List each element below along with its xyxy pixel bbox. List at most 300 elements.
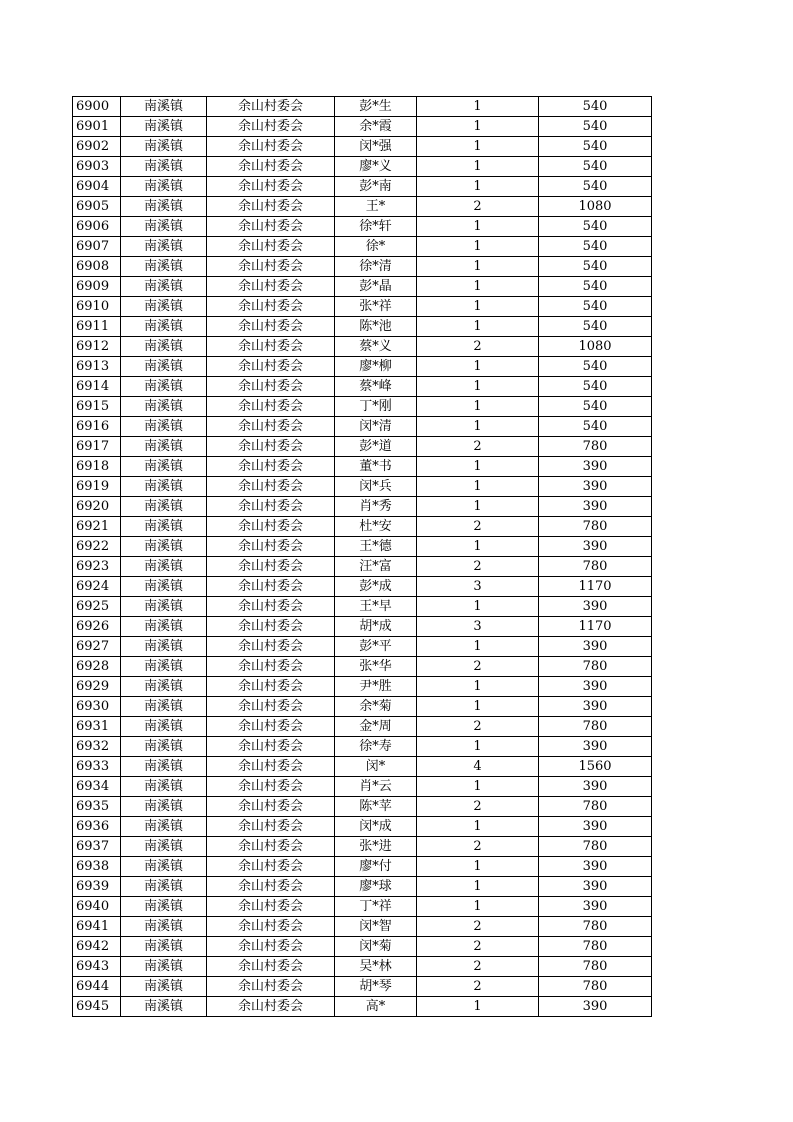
amount-cell: 780 bbox=[539, 837, 652, 857]
amount-cell: 540 bbox=[539, 377, 652, 397]
town-cell: 南溪镇 bbox=[121, 697, 207, 717]
row-number-cell: 6939 bbox=[73, 877, 121, 897]
table-row bbox=[73, 857, 652, 877]
town-cell: 南溪镇 bbox=[121, 737, 207, 757]
person-name-cell: 金*周 bbox=[335, 717, 417, 737]
row-number-cell: 6924 bbox=[73, 577, 121, 597]
village-committee-cell: 余山村委会 bbox=[207, 937, 335, 957]
town-cell: 南溪镇 bbox=[121, 397, 207, 417]
person-name-cell: 闵*智 bbox=[335, 917, 417, 937]
person-name-cell: 闵*兵 bbox=[335, 477, 417, 497]
table-row bbox=[73, 737, 652, 757]
household-count-cell: 2 bbox=[417, 837, 539, 857]
household-count-cell: 2 bbox=[417, 797, 539, 817]
row-number-cell: 6901 bbox=[73, 117, 121, 137]
person-name-cell: 张*华 bbox=[335, 657, 417, 677]
village-committee-cell: 余山村委会 bbox=[207, 477, 335, 497]
amount-cell: 780 bbox=[539, 517, 652, 537]
village-committee-cell: 余山村委会 bbox=[207, 117, 335, 137]
row-number-cell: 6900 bbox=[73, 97, 121, 117]
person-name-cell: 彭*晶 bbox=[335, 277, 417, 297]
household-count-cell: 1 bbox=[417, 877, 539, 897]
village-committee-cell: 余山村委会 bbox=[207, 377, 335, 397]
person-name-cell: 张*进 bbox=[335, 837, 417, 857]
person-name-cell: 胡*琴 bbox=[335, 977, 417, 997]
table-row bbox=[73, 777, 652, 797]
village-committee-cell: 余山村委会 bbox=[207, 757, 335, 777]
village-committee-cell: 余山村委会 bbox=[207, 737, 335, 757]
household-count-cell: 1 bbox=[417, 237, 539, 257]
amount-cell: 540 bbox=[539, 177, 652, 197]
person-name-cell: 肖*秀 bbox=[335, 497, 417, 517]
village-committee-cell: 余山村委会 bbox=[207, 997, 335, 1017]
person-name-cell: 蔡*义 bbox=[335, 337, 417, 357]
town-cell: 南溪镇 bbox=[121, 257, 207, 277]
row-number-cell: 6927 bbox=[73, 637, 121, 657]
town-cell: 南溪镇 bbox=[121, 657, 207, 677]
table-row bbox=[73, 797, 652, 817]
person-name-cell: 徐*寿 bbox=[335, 737, 417, 757]
table-row bbox=[73, 577, 652, 597]
person-name-cell: 彭*生 bbox=[335, 97, 417, 117]
village-committee-cell: 余山村委会 bbox=[207, 657, 335, 677]
household-count-cell: 1 bbox=[417, 477, 539, 497]
row-number-cell: 6931 bbox=[73, 717, 121, 737]
row-number-cell: 6930 bbox=[73, 697, 121, 717]
town-cell: 南溪镇 bbox=[121, 377, 207, 397]
household-count-cell: 2 bbox=[417, 937, 539, 957]
row-number-cell: 6908 bbox=[73, 257, 121, 277]
town-cell: 南溪镇 bbox=[121, 597, 207, 617]
household-count-cell: 2 bbox=[417, 977, 539, 997]
amount-cell: 540 bbox=[539, 157, 652, 177]
amount-cell: 540 bbox=[539, 277, 652, 297]
amount-cell: 390 bbox=[539, 817, 652, 837]
household-count-cell: 4 bbox=[417, 757, 539, 777]
amount-cell: 1080 bbox=[539, 197, 652, 217]
household-count-cell: 1 bbox=[417, 997, 539, 1017]
town-cell: 南溪镇 bbox=[121, 717, 207, 737]
town-cell: 南溪镇 bbox=[121, 817, 207, 837]
person-name-cell: 张*祥 bbox=[335, 297, 417, 317]
row-number-cell: 6926 bbox=[73, 617, 121, 637]
household-count-cell: 2 bbox=[417, 717, 539, 737]
row-number-cell: 6938 bbox=[73, 857, 121, 877]
town-cell: 南溪镇 bbox=[121, 917, 207, 937]
table-row bbox=[73, 477, 652, 497]
town-cell: 南溪镇 bbox=[121, 417, 207, 437]
row-number-cell: 6912 bbox=[73, 337, 121, 357]
village-committee-cell: 余山村委会 bbox=[207, 217, 335, 237]
table-row bbox=[73, 837, 652, 857]
household-count-cell: 1 bbox=[417, 457, 539, 477]
person-name-cell: 廖*义 bbox=[335, 157, 417, 177]
row-number-cell: 6907 bbox=[73, 237, 121, 257]
household-count-cell: 2 bbox=[417, 517, 539, 537]
town-cell: 南溪镇 bbox=[121, 977, 207, 997]
row-number-cell: 6913 bbox=[73, 357, 121, 377]
amount-cell: 1080 bbox=[539, 337, 652, 357]
village-committee-cell: 余山村委会 bbox=[207, 977, 335, 997]
amount-cell: 540 bbox=[539, 317, 652, 337]
table-row bbox=[73, 877, 652, 897]
household-count-cell: 1 bbox=[417, 297, 539, 317]
town-cell: 南溪镇 bbox=[121, 677, 207, 697]
table-row bbox=[73, 457, 652, 477]
town-cell: 南溪镇 bbox=[121, 177, 207, 197]
table-row bbox=[73, 537, 652, 557]
village-committee-cell: 余山村委会 bbox=[207, 777, 335, 797]
amount-cell: 540 bbox=[539, 297, 652, 317]
amount-cell: 780 bbox=[539, 717, 652, 737]
household-count-cell: 1 bbox=[417, 277, 539, 297]
table-row bbox=[73, 337, 652, 357]
town-cell: 南溪镇 bbox=[121, 437, 207, 457]
village-committee-cell: 余山村委会 bbox=[207, 137, 335, 157]
row-number-cell: 6935 bbox=[73, 797, 121, 817]
town-cell: 南溪镇 bbox=[121, 157, 207, 177]
village-committee-cell: 余山村委会 bbox=[207, 677, 335, 697]
town-cell: 南溪镇 bbox=[121, 617, 207, 637]
village-committee-cell: 余山村委会 bbox=[207, 497, 335, 517]
table-row bbox=[73, 597, 652, 617]
town-cell: 南溪镇 bbox=[121, 937, 207, 957]
village-committee-cell: 余山村委会 bbox=[207, 357, 335, 377]
town-cell: 南溪镇 bbox=[121, 217, 207, 237]
table-row bbox=[73, 437, 652, 457]
village-committee-cell: 余山村委会 bbox=[207, 237, 335, 257]
amount-cell: 780 bbox=[539, 957, 652, 977]
amount-cell: 390 bbox=[539, 857, 652, 877]
town-cell: 南溪镇 bbox=[121, 957, 207, 977]
person-name-cell: 肖*云 bbox=[335, 777, 417, 797]
village-committee-cell: 余山村委会 bbox=[207, 597, 335, 617]
table-row bbox=[73, 557, 652, 577]
amount-cell: 540 bbox=[539, 137, 652, 157]
village-committee-cell: 余山村委会 bbox=[207, 537, 335, 557]
household-count-cell: 1 bbox=[417, 497, 539, 517]
table-row bbox=[73, 677, 652, 697]
town-cell: 南溪镇 bbox=[121, 117, 207, 137]
person-name-cell: 彭*成 bbox=[335, 577, 417, 597]
village-committee-cell: 余山村委会 bbox=[207, 297, 335, 317]
village-committee-cell: 余山村委会 bbox=[207, 317, 335, 337]
village-committee-cell: 余山村委会 bbox=[207, 817, 335, 837]
person-name-cell: 王*早 bbox=[335, 597, 417, 617]
table-row bbox=[73, 397, 652, 417]
household-count-cell: 1 bbox=[417, 697, 539, 717]
table-row bbox=[73, 997, 652, 1017]
household-count-cell: 1 bbox=[417, 897, 539, 917]
row-number-cell: 6937 bbox=[73, 837, 121, 857]
village-committee-cell: 余山村委会 bbox=[207, 897, 335, 917]
town-cell: 南溪镇 bbox=[121, 877, 207, 897]
amount-cell: 390 bbox=[539, 877, 652, 897]
town-cell: 南溪镇 bbox=[121, 537, 207, 557]
town-cell: 南溪镇 bbox=[121, 777, 207, 797]
town-cell: 南溪镇 bbox=[121, 857, 207, 877]
amount-cell: 1170 bbox=[539, 577, 652, 597]
amount-cell: 540 bbox=[539, 97, 652, 117]
town-cell: 南溪镇 bbox=[121, 757, 207, 777]
row-number-cell: 6945 bbox=[73, 997, 121, 1017]
person-name-cell: 闵*清 bbox=[335, 417, 417, 437]
town-cell: 南溪镇 bbox=[121, 317, 207, 337]
amount-cell: 780 bbox=[539, 557, 652, 577]
person-name-cell: 丁*祥 bbox=[335, 897, 417, 917]
town-cell: 南溪镇 bbox=[121, 357, 207, 377]
table-row bbox=[73, 637, 652, 657]
person-name-cell: 胡*成 bbox=[335, 617, 417, 637]
table-row bbox=[73, 257, 652, 277]
row-number-cell: 6925 bbox=[73, 597, 121, 617]
household-count-cell: 1 bbox=[417, 817, 539, 837]
row-number-cell: 6906 bbox=[73, 217, 121, 237]
person-name-cell: 闵* bbox=[335, 757, 417, 777]
household-count-cell: 2 bbox=[417, 557, 539, 577]
person-name-cell: 董*书 bbox=[335, 457, 417, 477]
household-count-cell: 1 bbox=[417, 177, 539, 197]
row-number-cell: 6921 bbox=[73, 517, 121, 537]
table-row bbox=[73, 497, 652, 517]
household-count-cell: 2 bbox=[417, 957, 539, 977]
person-name-cell: 廖*付 bbox=[335, 857, 417, 877]
town-cell: 南溪镇 bbox=[121, 137, 207, 157]
village-committee-cell: 余山村委会 bbox=[207, 337, 335, 357]
household-count-cell: 1 bbox=[417, 737, 539, 757]
row-number-cell: 6940 bbox=[73, 897, 121, 917]
household-count-cell: 1 bbox=[417, 317, 539, 337]
person-name-cell: 陈*苹 bbox=[335, 797, 417, 817]
row-number-cell: 6942 bbox=[73, 937, 121, 957]
table-row bbox=[73, 297, 652, 317]
person-name-cell: 王* bbox=[335, 197, 417, 217]
village-committee-cell: 余山村委会 bbox=[207, 97, 335, 117]
row-number-cell: 6929 bbox=[73, 677, 121, 697]
household-count-cell: 2 bbox=[417, 437, 539, 457]
person-name-cell: 闵*菊 bbox=[335, 937, 417, 957]
table-row bbox=[73, 517, 652, 537]
row-number-cell: 6917 bbox=[73, 437, 121, 457]
household-count-cell: 1 bbox=[417, 117, 539, 137]
person-name-cell: 杜*安 bbox=[335, 517, 417, 537]
amount-cell: 390 bbox=[539, 637, 652, 657]
town-cell: 南溪镇 bbox=[121, 97, 207, 117]
table-row bbox=[73, 897, 652, 917]
town-cell: 南溪镇 bbox=[121, 517, 207, 537]
amount-cell: 390 bbox=[539, 457, 652, 477]
row-number-cell: 6923 bbox=[73, 557, 121, 577]
table-row bbox=[73, 697, 652, 717]
table-row bbox=[73, 197, 652, 217]
household-count-cell: 1 bbox=[417, 857, 539, 877]
person-name-cell: 彭*道 bbox=[335, 437, 417, 457]
person-name-cell: 彭*南 bbox=[335, 177, 417, 197]
table-row bbox=[73, 377, 652, 397]
row-number-cell: 6936 bbox=[73, 817, 121, 837]
allowance-table bbox=[72, 96, 652, 1017]
amount-cell: 540 bbox=[539, 117, 652, 137]
village-committee-cell: 余山村委会 bbox=[207, 417, 335, 437]
town-cell: 南溪镇 bbox=[121, 997, 207, 1017]
household-count-cell: 1 bbox=[417, 537, 539, 557]
amount-cell: 390 bbox=[539, 497, 652, 517]
table-row bbox=[73, 937, 652, 957]
table-row bbox=[73, 97, 652, 117]
person-name-cell: 徐*清 bbox=[335, 257, 417, 277]
town-cell: 南溪镇 bbox=[121, 237, 207, 257]
row-number-cell: 6902 bbox=[73, 137, 121, 157]
amount-cell: 540 bbox=[539, 257, 652, 277]
table-row bbox=[73, 357, 652, 377]
table-row bbox=[73, 657, 652, 677]
household-count-cell: 2 bbox=[417, 197, 539, 217]
person-name-cell: 闵*强 bbox=[335, 137, 417, 157]
village-committee-cell: 余山村委会 bbox=[207, 557, 335, 577]
town-cell: 南溪镇 bbox=[121, 797, 207, 817]
household-count-cell: 1 bbox=[417, 217, 539, 237]
amount-cell: 390 bbox=[539, 677, 652, 697]
person-name-cell: 尹*胜 bbox=[335, 677, 417, 697]
table-body bbox=[73, 97, 652, 1017]
amount-cell: 1170 bbox=[539, 617, 652, 637]
row-number-cell: 6914 bbox=[73, 377, 121, 397]
amount-cell: 390 bbox=[539, 477, 652, 497]
row-number-cell: 6911 bbox=[73, 317, 121, 337]
table-row bbox=[73, 977, 652, 997]
row-number-cell: 6909 bbox=[73, 277, 121, 297]
row-number-cell: 6905 bbox=[73, 197, 121, 217]
person-name-cell: 徐* bbox=[335, 237, 417, 257]
household-count-cell: 1 bbox=[417, 357, 539, 377]
amount-cell: 390 bbox=[539, 997, 652, 1017]
table-row bbox=[73, 237, 652, 257]
village-committee-cell: 余山村委会 bbox=[207, 637, 335, 657]
row-number-cell: 6928 bbox=[73, 657, 121, 677]
town-cell: 南溪镇 bbox=[121, 477, 207, 497]
town-cell: 南溪镇 bbox=[121, 497, 207, 517]
row-number-cell: 6904 bbox=[73, 177, 121, 197]
table-row bbox=[73, 177, 652, 197]
row-number-cell: 6918 bbox=[73, 457, 121, 477]
row-number-cell: 6903 bbox=[73, 157, 121, 177]
person-name-cell: 丁*刚 bbox=[335, 397, 417, 417]
person-name-cell: 吴*林 bbox=[335, 957, 417, 977]
table-row bbox=[73, 417, 652, 437]
village-committee-cell: 余山村委会 bbox=[207, 857, 335, 877]
person-name-cell: 闵*成 bbox=[335, 817, 417, 837]
amount-cell: 390 bbox=[539, 737, 652, 757]
village-committee-cell: 余山村委会 bbox=[207, 177, 335, 197]
village-committee-cell: 余山村委会 bbox=[207, 837, 335, 857]
person-name-cell: 余*霞 bbox=[335, 117, 417, 137]
person-name-cell: 徐*轩 bbox=[335, 217, 417, 237]
household-count-cell: 2 bbox=[417, 657, 539, 677]
village-committee-cell: 余山村委会 bbox=[207, 457, 335, 477]
row-number-cell: 6941 bbox=[73, 917, 121, 937]
village-committee-cell: 余山村委会 bbox=[207, 697, 335, 717]
person-name-cell: 廖*柳 bbox=[335, 357, 417, 377]
amount-cell: 780 bbox=[539, 917, 652, 937]
row-number-cell: 6932 bbox=[73, 737, 121, 757]
row-number-cell: 6920 bbox=[73, 497, 121, 517]
village-committee-cell: 余山村委会 bbox=[207, 197, 335, 217]
row-number-cell: 6919 bbox=[73, 477, 121, 497]
table-row bbox=[73, 117, 652, 137]
village-committee-cell: 余山村委会 bbox=[207, 877, 335, 897]
household-count-cell: 1 bbox=[417, 637, 539, 657]
household-count-cell: 1 bbox=[417, 417, 539, 437]
person-name-cell: 汪*富 bbox=[335, 557, 417, 577]
household-count-cell: 1 bbox=[417, 257, 539, 277]
town-cell: 南溪镇 bbox=[121, 277, 207, 297]
person-name-cell: 廖*球 bbox=[335, 877, 417, 897]
table-row bbox=[73, 817, 652, 837]
table-row bbox=[73, 157, 652, 177]
amount-cell: 540 bbox=[539, 357, 652, 377]
table-row bbox=[73, 217, 652, 237]
village-committee-cell: 余山村委会 bbox=[207, 397, 335, 417]
amount-cell: 390 bbox=[539, 537, 652, 557]
village-committee-cell: 余山村委会 bbox=[207, 577, 335, 597]
amount-cell: 780 bbox=[539, 977, 652, 997]
amount-cell: 540 bbox=[539, 237, 652, 257]
household-count-cell: 1 bbox=[417, 397, 539, 417]
amount-cell: 390 bbox=[539, 597, 652, 617]
village-committee-cell: 余山村委会 bbox=[207, 517, 335, 537]
table-row bbox=[73, 957, 652, 977]
table-row bbox=[73, 137, 652, 157]
row-number-cell: 6933 bbox=[73, 757, 121, 777]
village-committee-cell: 余山村委会 bbox=[207, 257, 335, 277]
household-count-cell: 1 bbox=[417, 777, 539, 797]
amount-cell: 390 bbox=[539, 897, 652, 917]
amount-cell: 540 bbox=[539, 417, 652, 437]
village-committee-cell: 余山村委会 bbox=[207, 617, 335, 637]
amount-cell: 540 bbox=[539, 397, 652, 417]
person-name-cell: 蔡*峰 bbox=[335, 377, 417, 397]
town-cell: 南溪镇 bbox=[121, 197, 207, 217]
village-committee-cell: 余山村委会 bbox=[207, 277, 335, 297]
table-row bbox=[73, 277, 652, 297]
amount-cell: 780 bbox=[539, 797, 652, 817]
person-name-cell: 彭*平 bbox=[335, 637, 417, 657]
town-cell: 南溪镇 bbox=[121, 557, 207, 577]
person-name-cell: 高* bbox=[335, 997, 417, 1017]
town-cell: 南溪镇 bbox=[121, 637, 207, 657]
person-name-cell: 陈*池 bbox=[335, 317, 417, 337]
village-committee-cell: 余山村委会 bbox=[207, 797, 335, 817]
row-number-cell: 6934 bbox=[73, 777, 121, 797]
amount-cell: 780 bbox=[539, 657, 652, 677]
row-number-cell: 6915 bbox=[73, 397, 121, 417]
table-row bbox=[73, 917, 652, 937]
town-cell: 南溪镇 bbox=[121, 297, 207, 317]
town-cell: 南溪镇 bbox=[121, 457, 207, 477]
amount-cell: 390 bbox=[539, 777, 652, 797]
person-name-cell: 余*菊 bbox=[335, 697, 417, 717]
household-count-cell: 1 bbox=[417, 677, 539, 697]
amount-cell: 1560 bbox=[539, 757, 652, 777]
amount-cell: 780 bbox=[539, 937, 652, 957]
table-row bbox=[73, 757, 652, 777]
row-number-cell: 6910 bbox=[73, 297, 121, 317]
town-cell: 南溪镇 bbox=[121, 897, 207, 917]
row-number-cell: 6922 bbox=[73, 537, 121, 557]
table-row bbox=[73, 717, 652, 737]
household-count-cell: 2 bbox=[417, 337, 539, 357]
amount-cell: 540 bbox=[539, 217, 652, 237]
